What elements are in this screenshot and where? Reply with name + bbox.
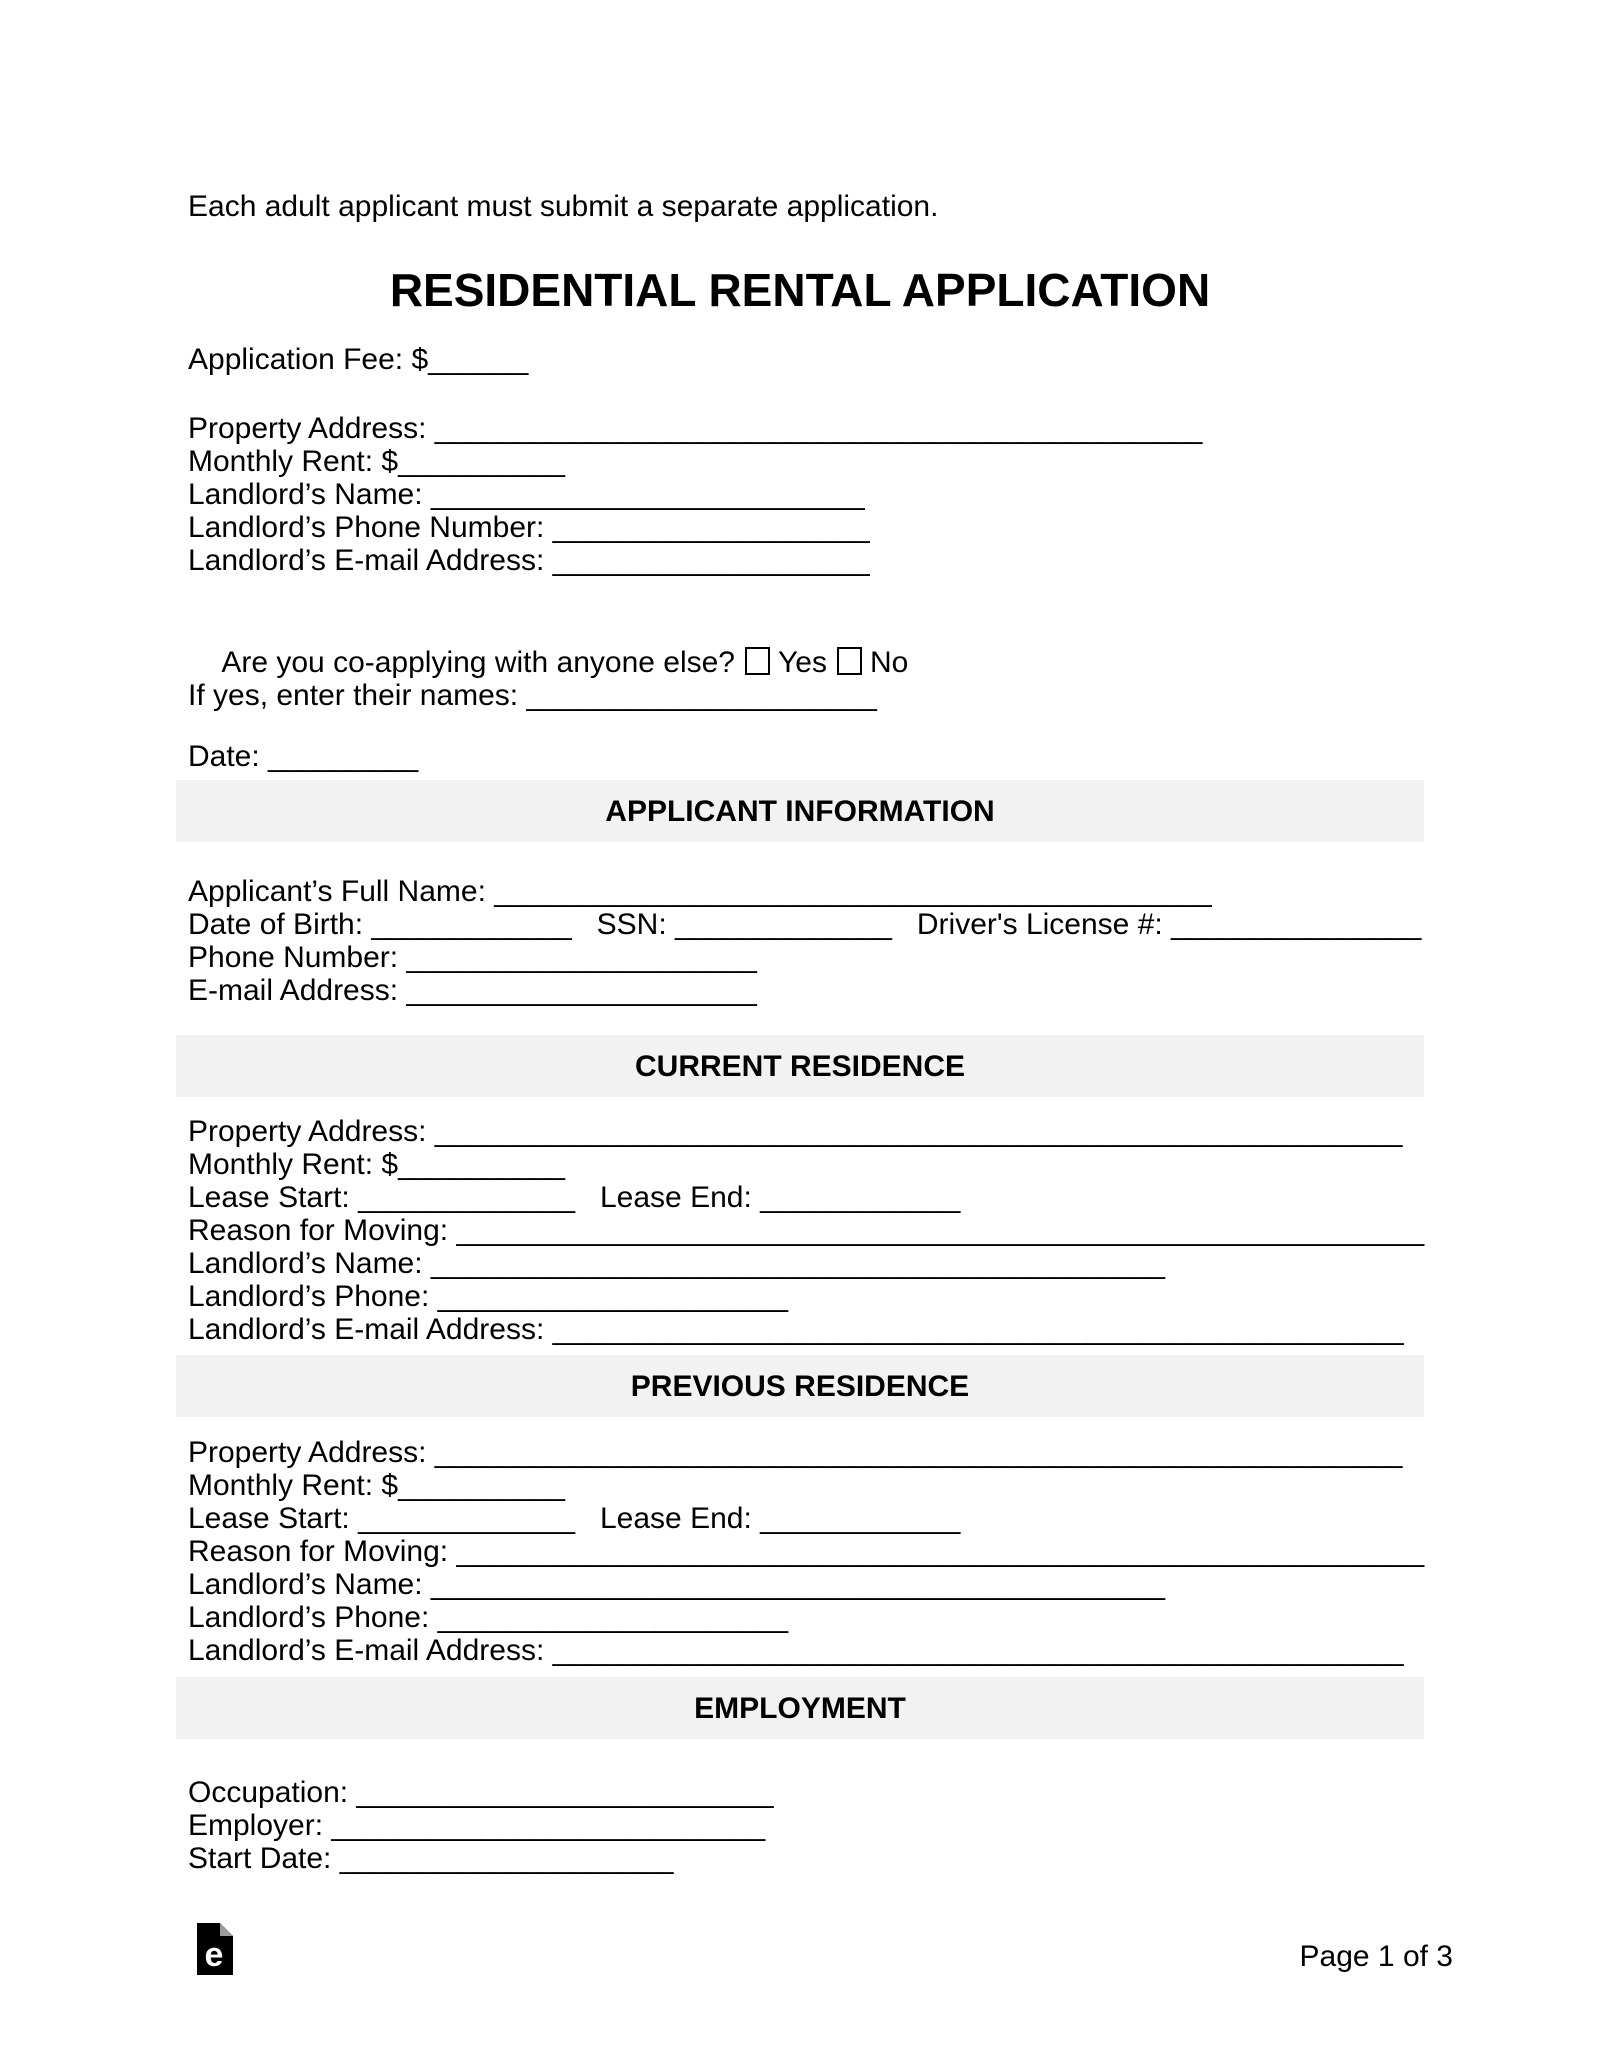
document-icon (197, 1923, 233, 1975)
lease-start-end-line: Lease Start: _____________ Lease End: ____________ (188, 1502, 961, 1535)
landlord-phone-line: Landlord’s Phone: _____________________ (188, 1280, 789, 1313)
reason-for-moving-line: Reason for Moving: __________________________________________________________ (188, 1535, 1425, 1568)
section-header-current-residence (176, 1035, 1424, 1097)
applicant-information-block (188, 875, 1421, 1007)
section-header-employment (176, 1677, 1424, 1739)
section-header-previous-residence (176, 1355, 1424, 1417)
landlord-name-line: Landlord’s Name: ____________________________________________ (188, 1247, 1166, 1280)
lease-start-end-line: Lease Start: _____________ Lease End: ____________ (188, 1181, 961, 1214)
page-number: Page 1 of 3 (1299, 1940, 1453, 1973)
applicant-phone-line: Phone Number: _____________________ (188, 941, 757, 974)
applicant-email-line: E-mail Address: _____________________ (188, 974, 757, 1007)
monthly-rent-line: Monthly Rent: $__________ (188, 445, 565, 478)
coapply-yes-checkbox[interactable] (745, 647, 770, 675)
start-date-line: Start Date: ____________________ (188, 1842, 674, 1875)
dob-ssn-license-line: Date of Birth: ____________ SSN: _____________ Driver's License #: _______________ (188, 908, 1422, 941)
occupation-line: Occupation: _________________________ (188, 1776, 774, 1809)
property-address-line: Property Address: __________________________________________________________ (188, 1115, 1403, 1148)
employer-line: Employer: __________________________ (188, 1809, 766, 1842)
monthly-rent-line: Monthly Rent: $__________ (188, 1148, 565, 1181)
applicant-full-name-line: Applicant’s Full Name: ___________________________________________ (188, 875, 1212, 908)
employment-block (188, 1776, 774, 1875)
coapply-yes-label: Yes (778, 646, 827, 679)
landlord-email-line: Landlord’s E-mail Address: ___________________________________________________ (188, 1634, 1404, 1667)
landlord-phone-line: Landlord’s Phone: _____________________ (188, 1601, 789, 1634)
property-address-line: Property Address: __________________________________________________________ (188, 1436, 1403, 1469)
logo-letter: e (204, 1936, 224, 1974)
section-header-label: APPLICANT INFORMATION (605, 794, 995, 828)
landlord-email-line: Landlord’s E-mail Address: ___________________ (188, 544, 870, 577)
coapply-question: Are you co-applying with anyone else? (221, 646, 735, 679)
intro-note: Each adult applicant must submit a separate application. (188, 190, 939, 223)
reason-for-moving-line: Reason for Moving: __________________________________________________________ (188, 1214, 1425, 1247)
rental-property-block (188, 412, 1202, 577)
property-address-line: Property Address: ______________________________________________ (188, 412, 1203, 445)
landlord-phone-line: Landlord’s Phone Number: ___________________ (188, 511, 870, 544)
section-header-label: EMPLOYMENT (694, 1691, 906, 1725)
coapply-no-checkbox[interactable] (837, 647, 862, 675)
landlord-name-line: Landlord’s Name: __________________________ (188, 478, 865, 511)
landlord-email-line: Landlord’s E-mail Address: ___________________________________________________ (188, 1313, 1404, 1346)
section-header-label: CURRENT RESIDENCE (634, 1049, 966, 1083)
date-line: Date: _________ (188, 740, 419, 773)
previous-residence-block (188, 1436, 1424, 1667)
landlord-name-line: Landlord’s Name: ____________________________________________ (188, 1568, 1166, 1601)
page-title: RESIDENTIAL RENTAL APPLICATION (389, 264, 1211, 316)
section-header-label: PREVIOUS RESIDENCE (630, 1369, 970, 1403)
application-fee-line: Application Fee: $______ (188, 343, 529, 376)
monthly-rent-line: Monthly Rent: $__________ (188, 1469, 565, 1502)
coapplicant-names-line: If yes, enter their names: _____________________ (188, 679, 877, 712)
current-residence-block (188, 1115, 1424, 1346)
eforms-logo (197, 1923, 233, 1975)
coapply-no-label: No (869, 646, 909, 679)
section-header-applicant-information (176, 780, 1424, 842)
